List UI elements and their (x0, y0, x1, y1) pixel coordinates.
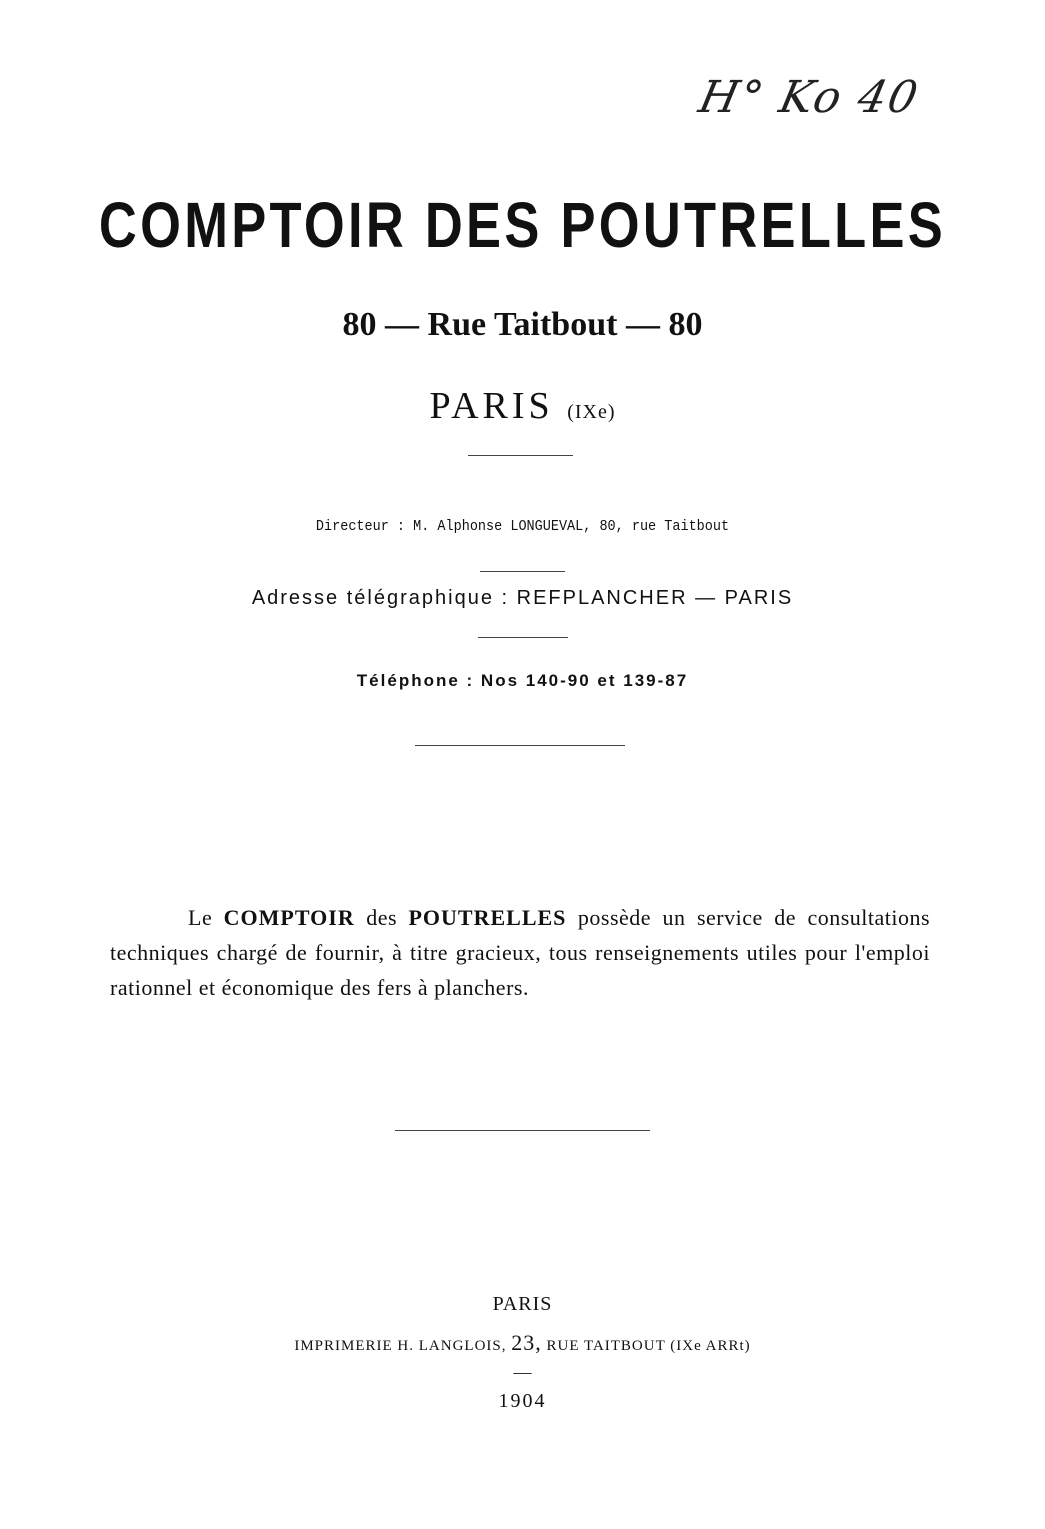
divider (480, 571, 565, 572)
divider (468, 455, 573, 456)
imprint-printer (0, 1330, 1045, 1356)
text: Le (188, 905, 213, 930)
city (0, 384, 1045, 428)
imprint-city: PARIS (492, 1293, 553, 1315)
printer-street: RUE TAITBOUT (IXe ARRt) (546, 1338, 751, 1354)
handwritten-shelfmark: H° Ko 40 (694, 72, 924, 123)
text-bold: POUTRELLES (408, 905, 567, 930)
printer-name: IMPRIMERIE H. LANGLOIS, (294, 1338, 507, 1354)
divider (478, 637, 568, 638)
divider (395, 1130, 650, 1131)
divider (415, 745, 625, 746)
text: possède un service de consultations techniques chargé de fournir, à titre gracieux, tous renseignements utiles pour l'emploi rationnel et économique des fers à planchers. (110, 905, 931, 1000)
service-paragraph (110, 900, 930, 1005)
street-address: 80 — Rue Taitbout — 80 (342, 306, 703, 343)
director-line: Directeur : M. Alphonse LONGUEVAL, 80, rue Taitbout (315, 518, 730, 535)
imprint-year: 1904 (498, 1390, 547, 1412)
telegraphic-address: Adresse télégraphique : REFPLANCHER — PARIS (251, 587, 794, 609)
district: (IXe) (567, 401, 616, 423)
printer-number: 23, (511, 1330, 542, 1355)
text: des (366, 905, 398, 930)
imprint-dash: — (513, 1362, 532, 1382)
city-name: PARIS (429, 385, 554, 427)
telephone-line: Téléphone : Nos 140-90 et 139-87 (356, 671, 689, 690)
text-bold: COMPTOIR (223, 905, 355, 930)
page-title: COMPTOIR DES POUTRELLES (98, 189, 947, 261)
